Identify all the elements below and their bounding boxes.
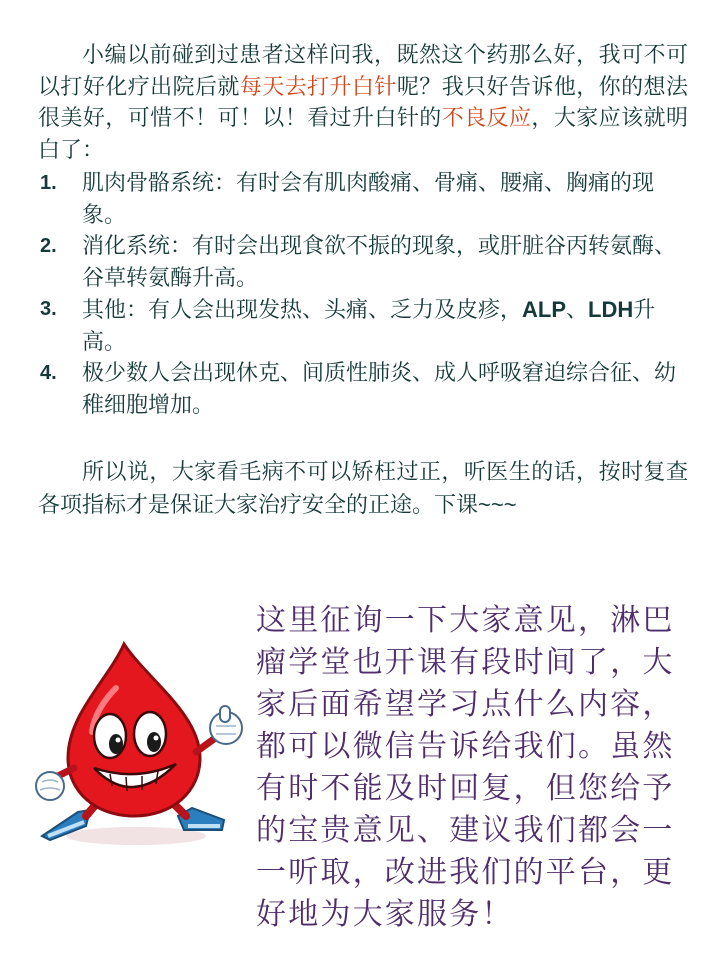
list-item-number: 4. (40, 362, 57, 384)
list-item-text: 极少数人会出现休克、间质性肺炎、成人呼吸窘迫综合征、幼稚细胞增加。 (82, 361, 677, 418)
list-item (38, 168, 688, 231)
outro-paragraph (38, 457, 688, 521)
mascot-right-glove (210, 706, 242, 744)
list-item (38, 358, 688, 421)
list-item-number: 3. (40, 298, 57, 320)
list-item (38, 294, 688, 358)
ldh-term: LDH (588, 297, 634, 322)
alp-term: ALP (522, 297, 567, 322)
list-item-text-end: 升高。 (82, 298, 656, 355)
outro-tilde: ~~~ (478, 491, 517, 517)
side-effects-list (38, 168, 688, 421)
blood-drop-mascot-icon (28, 640, 248, 870)
list-item-text: 肌肉骨骼系统：有时会有肌肉酸痛、骨痛、腰痛、胸痛的现象。 (82, 171, 655, 228)
list-item-text: 消化系统：有时会出现食欲不振的现象，或肝脏谷丙转氨酶、谷草转氨酶升高。 (82, 234, 677, 291)
list-item-text: 其他：有人会出现发热、头痛、乏力及皮疹， (82, 298, 523, 323)
intro-paragraph (38, 40, 688, 166)
list-item-number: 1. (40, 172, 57, 194)
outro-text: 所以说，大家看毛病不可以矫枉过正，听医生的话，按时复查各项指标才是保证大家治疗安全的正途。下课 (38, 460, 688, 518)
list-separator: 、 (566, 298, 589, 323)
feedback-invitation: 这里征询一下大家意见，淋巴瘤学堂也开课有段时间了，大家后面希望学习点什么内容，都可以微信告诉给我们。虽然有时不能及时回复，但您给予的宝贵意见、建议我们都会一一听取，改进我们的平台，更好地为大家服务！ (256, 603, 675, 932)
list-item-number: 2. (40, 235, 57, 257)
intro-highlight-adverse-reactions: 不良反应 (441, 106, 532, 131)
intro-text-2: 呢？我只好告诉他，你的想法很美好，可惜不！可！以！看过升白针的 (38, 74, 688, 131)
mascot-left-glove (36, 772, 64, 800)
intro-text-1: 小编以前碰到过患者这样问我，既然这个药那么好，我可不可以打好化疗出院后就 (38, 43, 688, 100)
intro-highlight-daily-injection: 每天去打升白针 (239, 74, 397, 100)
list-item (38, 231, 688, 294)
intro-text-3: ，大家应该就明白了： (38, 106, 688, 163)
